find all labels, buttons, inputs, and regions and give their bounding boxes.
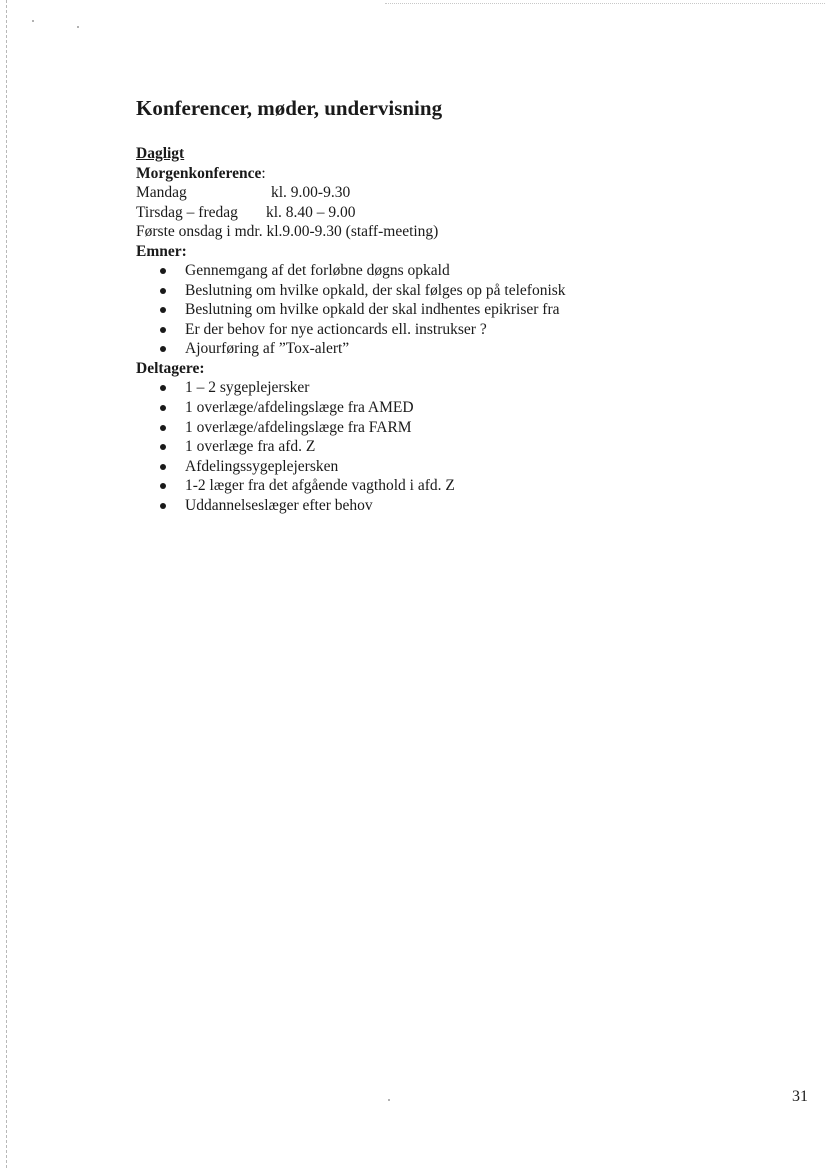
scan-speck [32,20,34,22]
schedule-time: kl. 9.00-9.30 [271,184,351,201]
section-heading: Dagligt [136,145,185,162]
bullet-icon [160,425,166,431]
list-item-text: Beslutning om hvilke opkald der skal indhentes epikriser fra [185,301,560,319]
scan-edge-left [6,0,7,1168]
list-item-text: Ajourføring af ”Tox-alert” [185,340,350,358]
topics-heading: Emner: [136,242,187,260]
morning-conference-heading [136,164,776,184]
bullet-icon [160,327,166,333]
list-item-text: 1 overlæge/afdelingslæge fra AMED [185,399,414,417]
participants-heading: Deltagere: [136,359,205,377]
bullet-icon [160,288,166,294]
bullet-icon [160,464,166,470]
bullet-icon [160,444,166,450]
list-item [136,378,776,398]
topics-list [136,261,776,359]
list-item [136,281,776,301]
bullet-icon [160,268,166,274]
list-item-text: 1 overlæge fra afd. Z [185,438,316,456]
list-item-text: Gennemgang af det forløbne døgns opkald [185,262,450,279]
list-item-text: Beslutning om hvilke opkald, der skal følges op på telefonisk [185,281,566,299]
list-item-text: 1 – 2 sygeplejersker [185,379,310,397]
list-item-text: Er der behov for nye actioncards ell. instrukser ? [185,320,487,338]
page-title: Konferencer, møder, undervisning [136,96,443,120]
list-item-text: 1 overlæge/afdelingslæge fra FARM [185,418,412,436]
bullet-icon [160,483,166,489]
schedule-row [136,203,776,223]
bullet-icon [160,307,166,313]
list-item-text: Afdelingssygeplejersken [185,457,339,475]
scan-speck [388,1099,390,1101]
list-item [136,496,776,516]
bullet-icon [160,346,166,352]
schedule-row [136,183,776,203]
list-item [136,437,776,457]
list-item [136,261,776,281]
list-item [136,398,776,418]
schedule-day: Mandag [136,184,187,201]
list-item [136,300,776,320]
schedule-day: Tirsdag – fredag [136,203,238,221]
list-item [136,320,776,340]
bullet-icon [160,405,166,411]
first-wednesday-note: Første onsdag i mdr. kl.9.00-9.30 (staff-meeting) [136,223,439,240]
page-number: 31 [792,1088,808,1105]
list-item-text: Uddannelseslæger efter behov [185,497,373,515]
list-item-text: 1-2 læger fra det afgående vagthold i afd. Z [185,477,455,495]
list-item [136,476,776,496]
list-item [136,418,776,438]
morning-conference-colon: : [261,164,266,182]
scan-edge-top [385,3,825,4]
scan-speck [77,26,79,28]
bullet-icon [160,503,166,509]
morning-conference-label: Morgenkonference [136,164,262,182]
bullet-icon [160,385,166,391]
participants-list [136,378,776,515]
document-body [136,94,776,516]
schedule-time: kl. 8.40 – 9.00 [266,203,356,221]
list-item [136,339,776,359]
list-item [136,457,776,477]
